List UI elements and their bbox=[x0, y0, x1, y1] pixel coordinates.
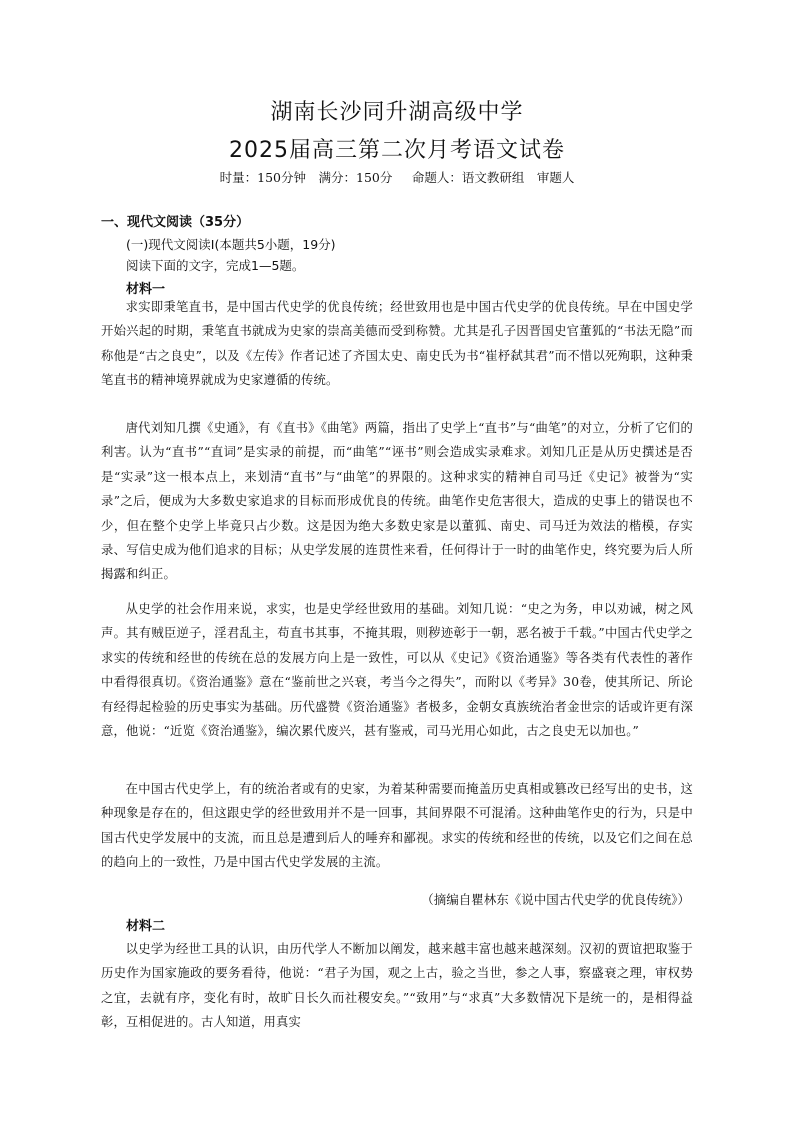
material-one-heading: 材料一 bbox=[126, 282, 166, 297]
exam-meta-info: 时量：150分钟 满分：150分 命题人：语文教研组 审题人 bbox=[219, 170, 575, 185]
section-title: 一、现代文阅读（35分） bbox=[101, 215, 250, 230]
material-two-heading: 材料二 bbox=[126, 919, 166, 934]
material-one-paragraph: 在中国古代史学上，有的统治者或有的史家，为着某种需要而掩盖历史真相或篡改已经写出的史书，这种现象是存在的，但这跟史学的经世致用并不是一回事，其间界限不可混淆。这种曲笔作史的行为，只是中国古代史学发展中的支流，而且总是遭到后人的唾弃和鄙视。求实的传统和经世的传统，以及它们之间在总的趋向上的一致性，乃是中国古代史学发展的主流。 bbox=[101, 782, 693, 870]
reading-instruction: 阅读下面的文字，完成1—5题。 bbox=[126, 258, 305, 273]
material-two-paragraph: 以史学为经世工具的认识，由历代学人不断加以阐发，越来越丰富也越来越深刻。汉初的贾谊把取鉴于历史作为国家施政的要务看待，他说：“君子为国，观之上古，验之当世，参之人事，察盛衰之理，审权势之宜，去就有序，变化有时，故旷日长久而社稷安矣。”“致用”与“求真”大多数情况下是统一的，是相得益彰，互相促进的。古人知道，用真实 bbox=[101, 942, 693, 1030]
exam-title: 2025届高三第二次月考语文试卷 bbox=[229, 138, 565, 163]
material-one-paragraph: 唐代刘知几撰《史通》，有《直书》《曲笔》两篇，指出了史学上“直书”与“曲笔”的对立，分析了它们的利害。认为“直书”“直词”是实录的前提，而“曲笔”“诬书”则会造成实录难求。刘知几正是从历史撰述是否是“实录”这一根本点上，来划清“直书”与“曲笔”的界限的。这种求实的精神自司马迁《史记》被誉为“实录”之后，便成为大多数史家追求的目标而形成优良的传统。曲笔作史危害很大，造成的史事上的错误也不少，但在整个史学上毕竟只占少数。这是因为绝大多数史家是以董狐、南史、司马迁为效法的楷模，存实录、写信史成为他们追求的目标；从史学发展的连贯性来看，任何得计于一时的曲笔作史，终究要为后人所揭露和纠正。 bbox=[101, 421, 693, 582]
material-one-source: （摘编自瞿林东《说中国古代史学的优良传统》） bbox=[421, 892, 690, 907]
school-name: 湖南长沙同升湖高级中学 bbox=[270, 100, 524, 125]
subsection-title: (一)现代文阅读Ⅰ(本题共5小题，19分) bbox=[126, 237, 336, 252]
material-one-paragraph: 从史学的社会作用来说，求实，也是史学经世致用的基础。刘知几说：“史之为务，申以劝诫，树之风声。其有贼臣逆子，淫君乱主，苟直书其事，不掩其瑕，则秽迹彰于一朝，恶名被于千载。”中国古代史学之求实的传统和经世的传统在总的发展方向上是一致性，可以从《史记》《资治通鉴》等各类有代表性的著作中看得很真切。《资治通鉴》意在“鉴前世之兴衰，考当今之得失”，而附以《考异》30卷，使其所记、所论有经得起检验的历史事实为基础。历代盛赞《资治通鉴》者极多，金朝女真族统治者金世宗的话或许更有深意，他说：“近览《资治通鉴》，编次累代废兴，甚有鉴戒，司马光用心如此，古之良史无以加也。” bbox=[101, 602, 693, 739]
material-one-paragraph: 求实即秉笔直书，是中国古代史学的优良传统；经世致用也是中国古代史学的优良传统。早在中国史学开始兴起的时期，秉笔直书就成为史家的崇高美德而受到称赞。尤其是孔子因晋国史官董狐的“书法无隐”而称他是“古之良史”，以及《左传》作者记述了齐国太史、南史氏为书“崔杼弑其君”而不惜以死殉职，这种秉笔直书的精神境界就成为史家遵循的传统。 bbox=[101, 300, 693, 388]
